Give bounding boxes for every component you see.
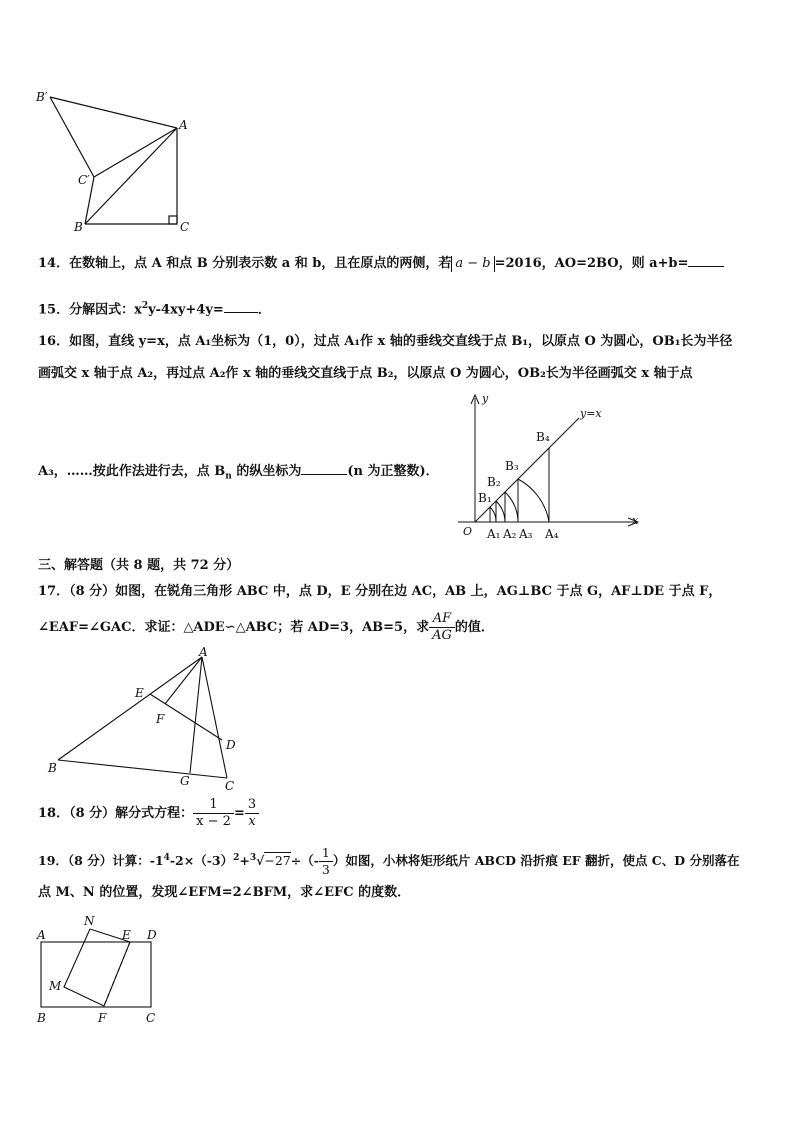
question-16-line1: 16．如图，直线 y=x，点 A₁坐标为（1，0），过点 A₁作 x 轴的垂线交直线于点 B₁，以原点 O 为圆心，OB₁长为半径 bbox=[38, 334, 733, 349]
question-14 bbox=[38, 254, 724, 274]
q14-abs-expr: a − b bbox=[451, 256, 494, 272]
q19-part4: ÷（- bbox=[290, 853, 319, 869]
q15-sup: 2 bbox=[141, 301, 149, 311]
q14-answer-blank[interactable] bbox=[688, 254, 724, 267]
question-17-line2 bbox=[38, 610, 494, 646]
question-15 bbox=[38, 296, 271, 320]
q19-sup1: 4 bbox=[163, 853, 170, 863]
q19-prefix: 19．（8 分）计算：-1 bbox=[38, 853, 164, 869]
q16-fig-a4: A₄ bbox=[545, 527, 559, 541]
q17-fig-label-f: F bbox=[156, 712, 165, 726]
q19-fig-label-e: E bbox=[122, 928, 131, 942]
q16-fig-line-label: y=x bbox=[580, 407, 602, 420]
q16-answer-blank[interactable] bbox=[301, 462, 347, 475]
q16-line3-prefix: A₃，……按此作法进行去，点 B bbox=[38, 464, 226, 479]
fig13-label-b: B bbox=[74, 220, 83, 234]
q17-line2-suffix: 的值． bbox=[454, 620, 494, 635]
q18-prefix: 18．（8 分）解分式方程： bbox=[38, 806, 194, 821]
q19-root-index: 3 bbox=[249, 853, 257, 863]
q16-fig-a1: A₁ bbox=[487, 527, 501, 541]
q19-root-sign: √ bbox=[256, 853, 265, 869]
q16-coordinate-diagram bbox=[448, 390, 648, 545]
question-19-line2: 点 M、N 的位置，发现∠EFM=2∠BFM，求∠EFC 的度数． bbox=[38, 885, 411, 900]
q17-fig-label-a: A bbox=[199, 645, 208, 659]
fig13-label-bp: B′ bbox=[36, 90, 48, 104]
q17-fig-label-e: E bbox=[135, 686, 144, 700]
q19-fig-label-m: M bbox=[49, 979, 62, 993]
q16-fig-y-label: y bbox=[482, 392, 489, 405]
q15-end: ． bbox=[257, 302, 271, 318]
q16-line3-suffix: (n 为正整数)． bbox=[347, 464, 439, 479]
q19-part3: + bbox=[239, 853, 250, 869]
q16-fig-x-label: x bbox=[632, 514, 639, 527]
q18-right-den: x bbox=[248, 814, 256, 829]
q16-fig-a3: A₃ bbox=[519, 527, 533, 541]
q16-fig-b4: B₄ bbox=[536, 430, 550, 444]
q19-fig-label-d: D bbox=[147, 928, 157, 942]
q18-left-den: x − 2 bbox=[196, 814, 231, 829]
q17-fig-label-g: G bbox=[180, 774, 190, 788]
question-19-line1 bbox=[38, 840, 739, 880]
q19-part2: -2×（-3） bbox=[169, 853, 234, 869]
q17-triangle-diagram bbox=[40, 645, 250, 795]
q16-fig-o-label: O bbox=[463, 525, 473, 538]
q19-rectangle-diagram bbox=[34, 912, 164, 1027]
fig13-label-cp: C′ bbox=[78, 173, 90, 187]
q18-equals: = bbox=[233, 806, 245, 821]
q19-fig-label-f: F bbox=[98, 1011, 107, 1025]
q16-fig-b3: B₃ bbox=[505, 459, 519, 473]
q19-fig-label-n: N bbox=[84, 914, 95, 928]
q16-fig-b1: B₁ bbox=[478, 491, 492, 505]
q14-prefix: 14．在数轴上，点 A 和点 B 分别表示数 a 和 b，且在原点的两侧，若 bbox=[38, 256, 452, 271]
q15-answer-blank[interactable] bbox=[224, 300, 258, 313]
q14-suffix: =2016，AO=2BO，则 a+b= bbox=[494, 256, 689, 271]
q18-left-fraction bbox=[193, 797, 234, 830]
section-3-heading: 三、解答题（共 8 题，共 72 分） bbox=[38, 558, 240, 573]
q18-left-num: 1 bbox=[193, 797, 234, 814]
q19-part5: ）如图，小林将矩形纸片 ABCD 沿折痕 EF 翻折，使点 C、D 分别落在 bbox=[332, 853, 740, 869]
q19-fig-label-c: C bbox=[146, 1011, 156, 1025]
fig13-label-a: A bbox=[179, 118, 188, 132]
q16-fig-a2: A₂ bbox=[503, 527, 517, 541]
q19-sup2: 2 bbox=[233, 853, 240, 863]
q16-line3-sub: n bbox=[225, 471, 232, 482]
question-17-line1: 17．（8 分）如图，在锐角三角形 ABC 中，点 D，E 分别在边 AC，AB 上，AG⊥BC 于点 G，AF⊥DE 于点 F， bbox=[38, 584, 722, 599]
q15-suffix: y-4xy+4y= bbox=[148, 302, 224, 318]
q16-fig-b2: B₂ bbox=[487, 475, 501, 489]
q17-fig-label-b: B bbox=[48, 761, 57, 775]
q15-prefix: 15．分解因式：x bbox=[38, 302, 142, 318]
q19-frac-num: 1 bbox=[319, 845, 333, 862]
q19-fig-label-b: B bbox=[37, 1011, 46, 1025]
fig13-label-c: C bbox=[180, 220, 190, 234]
q18-right-fraction bbox=[245, 797, 259, 830]
q17-fraction bbox=[429, 611, 455, 644]
q19-radicand: −27 bbox=[264, 853, 291, 869]
question-16-line3 bbox=[38, 462, 439, 487]
q16-line3-mid: 的纵坐标为 bbox=[231, 464, 302, 479]
fig13-diagram bbox=[30, 85, 200, 235]
q17-fig-label-c: C bbox=[225, 779, 235, 793]
q19-frac-den: 3 bbox=[321, 862, 330, 878]
q19-fig-label-a: A bbox=[37, 928, 46, 942]
q17-line2-prefix: ∠EAF=∠GAC．求证：△ADE∽△ABC；若 AD=3，AB=5，求 bbox=[38, 620, 430, 635]
q17-fig-label-d: D bbox=[226, 738, 236, 752]
question-18 bbox=[38, 796, 259, 836]
q17-frac-num: AF bbox=[429, 611, 455, 628]
q18-right-num: 3 bbox=[245, 797, 259, 814]
q17-frac-den: AG bbox=[432, 628, 452, 643]
question-16-line2: 画弧交 x 轴于点 A₂，再过点 A₂作 x 轴的垂线交直线于点 B₂，以原点 O 为圆心，OB₂长为半径画弧交 x 轴于点 bbox=[38, 366, 693, 381]
q19-fraction bbox=[319, 845, 333, 878]
